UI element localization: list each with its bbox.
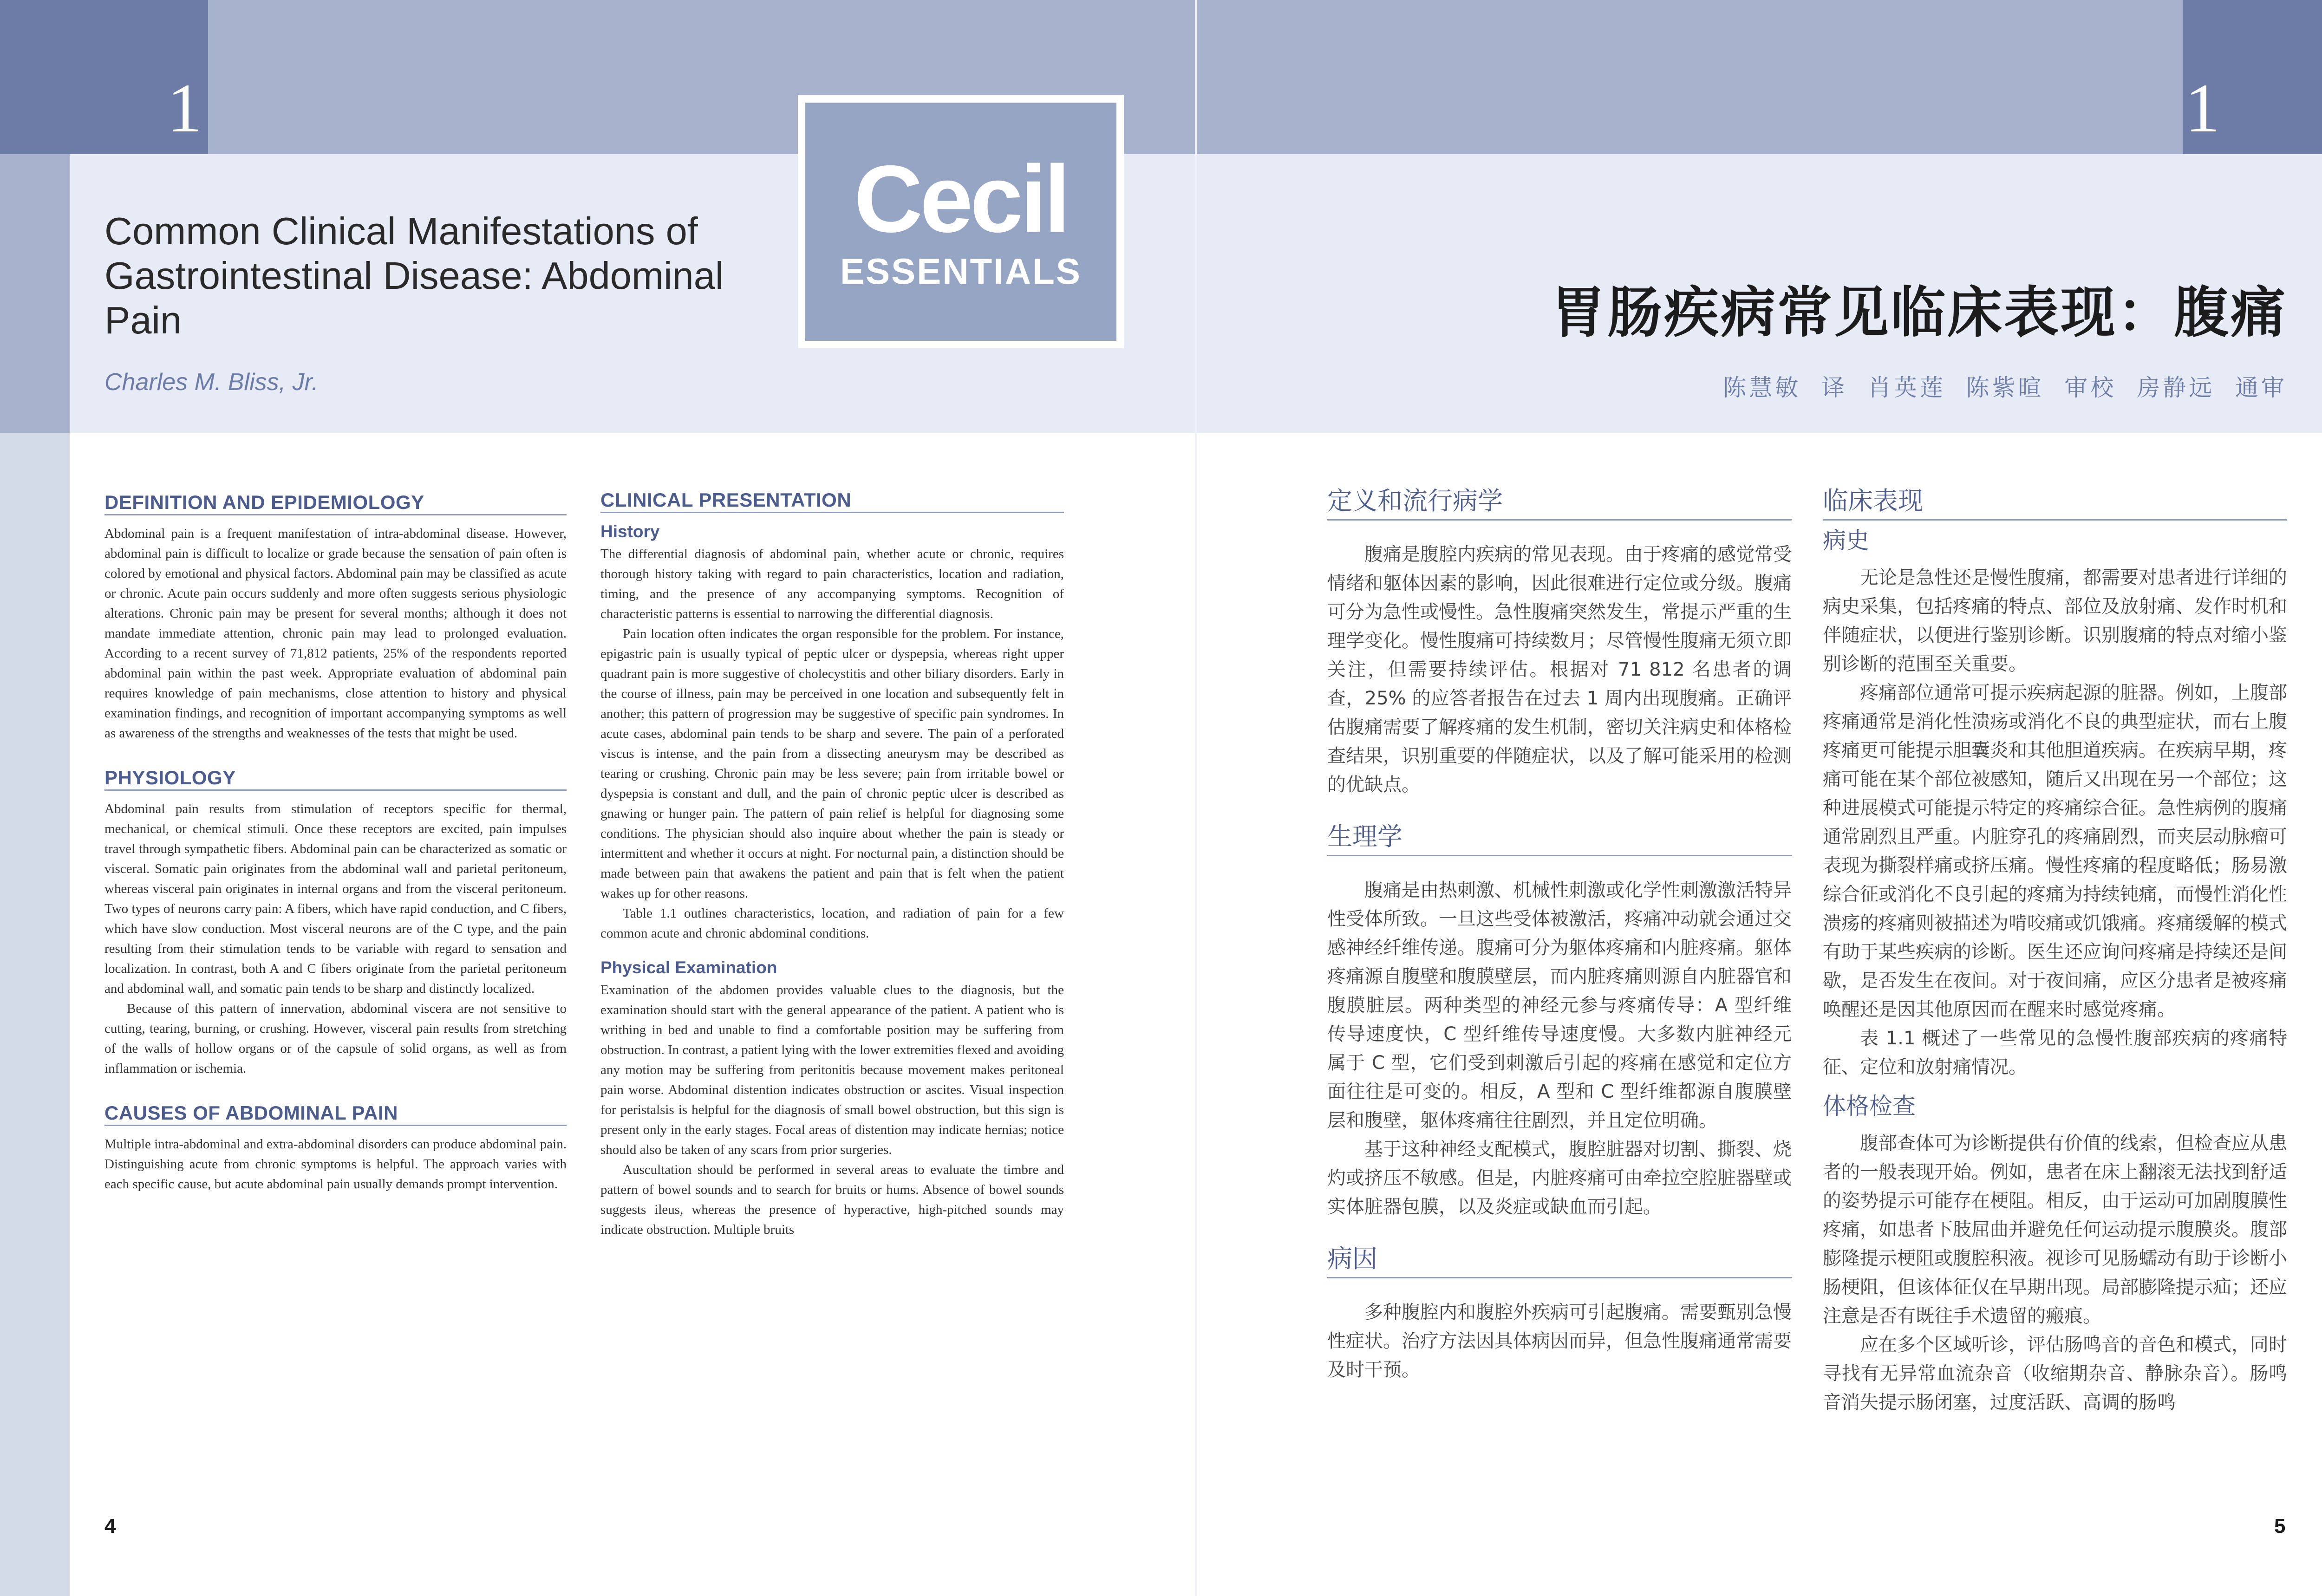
zh-para-history-3: 表 1.1 概述了一些常见的急慢性腹部疾病的疼痛特征、定位和放射痛情况。: [1823, 1028, 2287, 1078]
zh-para-exam-1: 腹部查体可为诊断提供有价值的线索，但检查应从患者的一般表现开始。例如，患者在床上翻滚无法找到舒适的姿势提示可能存在梗阻。相反，由于运动可加剧腹膜性疼痛，如患者下肢屈曲并避免任何运动提示腹膜炎。腹部膨隆提示梗阻或腹腔积液。视诊可见肠蠕动有助于诊断小肠梗阻，但该体征仅在早期出现。局部膨隆提示疝；还应注意是否有既往手术遗留的瘢痕。: [1823, 1133, 2287, 1327]
page-number-left: 4: [104, 1515, 116, 1537]
chinese-translator-credits: 陈慧敏 译 肖英莲 陈紫暄 审校 房静远 通审: [1723, 374, 2287, 401]
zh-subheading-exam: 体格检查: [1823, 1093, 1916, 1120]
en-heading-clinical: CLINICAL PRESENTATION: [600, 490, 1064, 513]
logo-subtitle: ESSENTIALS: [840, 250, 1082, 292]
side-margin-left: [0, 433, 70, 1596]
english-chapter-title: Common Clinical Manifestations of Gastrointestinal Disease: Abdominal Pain: [104, 209, 724, 342]
en-para-definition: Abdominal pain is a frequent manifestation of intra-abdominal disease. However, abdominal pain is difficult to localize or grade because the sensation of pain often is colored by emotional and physical factors. Abdominal pain may be classified as acute or chronic. Acute pain occurs suddenly and more often suggests serious physiologic alterations. Chronic pain may be present for several months; although it does not mandate immediate attention, chronic pain may lead to prolonged evaluation. According to a recent survey of 71,812 patients, 25% of the respondents reported abdominal pain within the past week. Appropriate evaluation of abdominal pain requires knowledge of pain mechanisms, close attention to history and physical examination findings, and recognition of important accompanying symptoms as well as awareness of the strengths and weaknesses of the tests that might be used.: [104, 526, 567, 741]
zh-heading-clinical: 临床表现: [1823, 487, 2287, 521]
chinese-column-2: [1823, 487, 2287, 1417]
zh-heading-physiology: 生理学: [1327, 822, 1792, 856]
en-para-causes: Multiple intra-abdominal and extra-abdominal disorders can produce abdominal pain. Distinguishing acute from chronic symptoms is helpful. The approach varies with each specific cause, but acute abdominal pain usually demands prompt intervention.: [104, 1137, 567, 1192]
chapter-number-right: 1: [2185, 70, 2220, 147]
page-number-right: 5: [2274, 1515, 2286, 1537]
chinese-column-1: [1327, 487, 1792, 1384]
english-column-1: [104, 492, 567, 1194]
chapter-number-left: 1: [167, 70, 202, 147]
zh-para-physiology-1: 腹痛是由热刺激、机械性刺激或化学性刺激激活特异性受体所致。一旦这些受体被激活，疼痛冲动就会通过交感神经纤维传递。腹痛可分为躯体疼痛和内脏疼痛。躯体疼痛源自腹壁和腹膜壁层，而内脏疼痛则源自内脏器官和腹膜脏层。两种类型的神经元参与疼痛传导：A 型纤维传导速度快，C 型纤维传导速度慢。大多数内脏神经元属于 C 型，它们受到刺激后引起的疼痛在感觉和定位方面往往是可变的。相反，A 型和 C 型纤维都源自腹膜壁层和腹壁，躯体疼痛往往剧烈，并且定位明确。: [1327, 879, 1792, 1131]
en-para-physiology-2: Because of this pattern of innervation, abdominal viscera are not sensitive to cutting, tearing, burning, or crushing. However, visceral pain results from stretching of the walls of hollow organs or of the capsule of solid organs, as well as from inflammation or ischemia.: [104, 1001, 567, 1076]
en-para-history-2: Pain location often indicates the organ responsible for the problem. For instance, epigastric pain is usually typical of peptic ulcer or dyspepsia, whereas right upper quadrant pain is more suggestive of cholecystitis and other biliary disorders. Early in the course of illness, pain may be perceived in one location and subsequently felt in another; this pattern of progression may be suggestive of specific pain syndromes. In acute cases, abdominal pain tends to be sharp and severe. The pain of a perforated viscus is intense, and the pain from a dissecting aneurysm may be described as tearing or crushing. Chronic pain may be less severe; pain from irritable bowel or dyspepsia is constant and dull, and the pain of chronic peptic ulcer is described as gnawing or hunger pain. The pattern of pain relief is helpful for diagnosing some conditions. The physician should also inquire about whether the pain is steady or intermittent and whether it occurs at night. For nocturnal pain, a distinction should be made between pain that awakens the patient and pain that is felt when the patient wakes up for other reasons.: [600, 626, 1064, 901]
zh-para-history-2: 疼痛部位通常可提示疾病起源的脏器。例如，上腹部疼痛通常是消化性溃疡或消化不良的典型症状，而右上腹疼痛更可能提示胆囊炎和其他胆道疾病。在疾病早期，疼痛可能在某个部位被感知，随后又出现在另一个部位；这种进展模式可能提示特定的疼痛综合征。急性病例的腹痛通常剧烈且严重。内脏穿孔的疼痛剧烈，而夹层动脉瘤可表现为撕裂样痛或挤压痛。慢性疼痛的程度略低；肠易激综合征或消化不良引起的疼痛为持续钝痛，而慢性消化性溃疡的疼痛则被描述为啃咬痛或饥饿痛。疼痛缓解的模式有助于某些疾病的诊断。医生还应询问疼痛是持续还是间歇，是否发生在夜间。对于夜间痛，应区分患者是被疼痛唤醒还是因其他原因而在醒来时感觉疼痛。: [1823, 682, 2287, 1020]
page-gutter: [1195, 0, 1197, 1596]
en-para-exam-1: Examination of the abdomen provides valuable clues to the diagnosis, but the examination should start with the general appearance of the patient. A patient who is writhing in bed and unable to find a comfortable position may be suffering from obstruction. In contrast, a patient lying with the lower extremities flexed and avoiding any motion may be suffering from peritonitis because movement makes peritoneal pain worse. Abdominal distention indicates obstruction or ascites. Visual inspection for peristalsis is helpful for the diagnosis of small bowel obstruction, but this sign is present only in the early stages. Focal areas of distention may indicate hernias; notice should also be taken of any scars from prior surgeries.: [600, 983, 1064, 1157]
en-para-history-1: The differential diagnosis of abdominal pain, whether acute or chronic, requires thorough history taking with regard to pain characteristics, location and radiation, timing, and the presence of any accompanying symptoms. Recognition of characteristic patterns is essential to narrowing the differential diagnosis.: [600, 547, 1064, 621]
zh-para-causes: 多种腹腔内和腹腔外疾病可引起腹痛。需要甄别急慢性症状。治疗方法因具体病因而异，但急性腹痛通常需要及时干预。: [1327, 1302, 1792, 1381]
chinese-chapter-title: 胃肠疾病常见临床表现：腹痛: [1550, 280, 2287, 345]
en-heading-physiology: PHYSIOLOGY: [104, 768, 567, 791]
en-para-history-3: Table 1.1 outlines characteristics, location, and radiation of pain for a few common acute and chronic abdominal conditions.: [600, 906, 1064, 941]
english-column-2: [600, 490, 1064, 1240]
zh-para-physiology-2: 基于这种神经支配模式，腹腔脏器对切割、撕裂、烧灼或挤压不敏感。但是，内脏疼痛可由牵拉空腔脏器壁或实体脏器包膜，以及炎症或缺血而引起。: [1327, 1139, 1792, 1218]
en-subheading-history: History: [600, 522, 660, 541]
zh-subheading-history: 病史: [1823, 527, 1869, 554]
en-subheading-exam: Physical Examination: [600, 958, 777, 977]
logo-word: Cecil: [854, 145, 1068, 252]
en-heading-definition: DEFINITION AND EPIDEMIOLOGY: [104, 492, 567, 515]
zh-para-definition: 腹痛是腹腔内疾病的常见表现。由于疼痛的感觉常受情绪和躯体因素的影响，因此很难进行定位或分级。腹痛可分为急性或慢性。急性腹痛突然发生，常提示严重的生理学变化。慢性腹痛可持续数月；尽管慢性腹痛无须立即关注，但需要持续评估。根据对 71 812 名患者的调查，25% 的应答者报告在过去 1 周内出现腹痛。正确评估腹痛需要了解疼痛的发生机制，密切关注病史和体格检查结果，识别重要的伴随症状，以及了解可能采用的检测的优缺点。: [1327, 544, 1792, 795]
en-heading-causes: CAUSES OF ABDOMINAL PAIN: [104, 1103, 567, 1126]
zh-para-history-1: 无论是急性还是慢性腹痛，都需要对患者进行详细的病史采集，包括疼痛的特点、部位及放射痛、发作时机和伴随症状，以便进行鉴别诊断。识别腹痛的特点对缩小鉴别诊断的范围至关重要。: [1823, 567, 2287, 675]
top-band: [0, 0, 2322, 154]
zh-heading-causes: 病因: [1327, 1244, 1792, 1278]
cecil-essentials-logo: [805, 103, 1116, 341]
en-para-physiology-1: Abdominal pain results from stimulation of receptors specific for thermal, mechanical, or chemical stimuli. Once these receptors are excited, pain impulses travel through sympathetic fibers. Abdominal pain can be characterized as somatic or visceral. Somatic pain originates from the abdominal wall and parietal peritoneum, whereas visceral pain originates in internal organs and from the visceral peritoneum. Two types of neurons carry pain: A fibers, which have rapid conduction, and C fibers, which have slow conduction. Most visceral neurons are of the C type, and the pain resulting from their stimulation tends to be variable with regard to sensation and localization. In contrast, both A and C fibers originate from the parietal peritoneum and abdominal wall, and somatic pain tends to be sharp and distinctly localized.: [104, 801, 567, 996]
zh-heading-definition: 定义和流行病学: [1327, 487, 1792, 521]
english-author: Charles M. Bliss, Jr.: [104, 369, 319, 396]
en-para-exam-2: Auscultation should be performed in several areas to evaluate the timbre and pattern of bowel sounds and to search for bruits or hums. Absence of bowel sounds suggests ileus, whereas the presence of hyperactive, high-pitched sounds may indicate obstruction. Multiple bruits: [600, 1162, 1064, 1237]
zh-para-exam-2: 应在多个区域听诊，评估肠鸣音的音色和模式，同时寻找有无异常血流杂音（收缩期杂音、静脉杂音）。肠鸣音消失提示肠闭塞，过度活跃、高调的肠鸣: [1823, 1334, 2287, 1413]
